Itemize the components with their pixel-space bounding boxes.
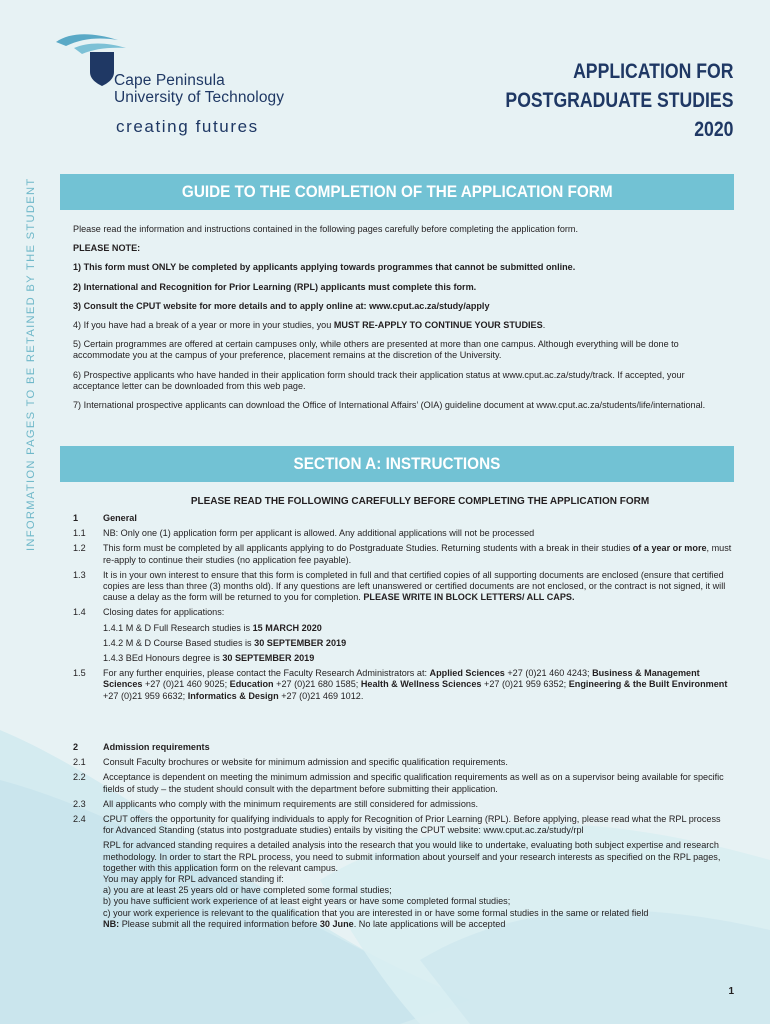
guide-note-5: 5) Certain programmes are offered at certain campuses only, while others are presented at more than one campus. Although everything will be done to accommodate you at the campus of your preference, placement remains at the discretion of the University. — [73, 339, 679, 361]
faculty-name: Engineering & the Built Environment — [568, 679, 728, 690]
item-number: 1.1 — [73, 528, 86, 539]
document-title — [505, 57, 733, 144]
closing-date: 15 MARCH 2020 — [252, 622, 322, 633]
item-title: Admission requirements — [103, 742, 210, 752]
item-2-2 — [73, 772, 733, 794]
item-1-4-2 — [103, 638, 733, 649]
logo-tagline: creating futures — [116, 117, 259, 136]
guide-note-4-text: 4) If you have had a break of a year or more in your studies, you — [73, 320, 334, 331]
closing-date: 30 SEPTEMBER 2019 — [222, 653, 315, 664]
text-run: 1.4.2 M & D Course Based studies is — [103, 637, 255, 648]
item-text — [103, 668, 733, 702]
item-1-4-3 — [103, 653, 733, 664]
section-1-title-row — [73, 513, 733, 524]
title-line-3: 2020 — [693, 118, 733, 141]
item-1-5 — [73, 668, 733, 702]
phone-number: +27 (0)21 460 9025; — [142, 679, 230, 690]
guide-note-4-end: . — [542, 320, 546, 331]
text-run: For any further enquiries, please contact the Faculty Research Administrators at: — [103, 668, 430, 679]
nb-label: NB: — [103, 918, 120, 929]
faculty-name: Health & Wellness Sciences — [360, 679, 482, 690]
title-line-2: POSTGRADUATE STUDIES — [504, 89, 733, 112]
logo-line-1: Cape Peninsula — [114, 72, 225, 89]
item-2-3 — [73, 799, 733, 810]
logo-line-2: University of Technology — [114, 89, 285, 106]
item-number: 1 — [73, 513, 79, 523]
text-run: This form must be completed by all applicants applying to do Postgraduate Studies. Returning students with a break in their studies — [103, 543, 633, 554]
item-number: 2.3 — [73, 798, 86, 809]
text-run: Please submit all the required information before — [119, 918, 320, 929]
guide-section — [73, 224, 733, 419]
guide-note-label: PLEASE NOTE: — [73, 243, 141, 254]
item-text: All applicants who comply with the minimum requirements are still considered for admissions. — [103, 798, 479, 809]
item-1-2 — [73, 543, 733, 565]
item-text — [103, 570, 733, 604]
text-run: . No late applications will be accepted — [353, 918, 506, 929]
item-text — [103, 543, 733, 565]
cput-logo — [52, 28, 322, 138]
item-number: 1.2 — [73, 543, 86, 554]
item-2-1 — [73, 757, 733, 768]
item-number: 2.4 — [73, 814, 86, 825]
phone-number: +27 (0)21 959 6352; — [481, 679, 569, 690]
rpl-nb-note — [103, 919, 733, 930]
phone-number: +27 (0)21 460 4243; — [504, 668, 593, 679]
guide-note-3: 3) Consult the CPUT website for more details and to apply online at: www.cput.ac.za/study/apply — [73, 300, 490, 311]
guide-intro: Please read the information and instructions contained in the following pages carefully before completing the application form. — [73, 224, 579, 234]
item-text: CPUT offers the opportunity for qualifying individuals to apply for Recognition of Prior Learning (RPL). Before applying, please read what the RPL process for Advanced Standing (status into postgraduate studies) entails by visiting the CPUT website: www.cput.ac.za/study/rpl — [103, 814, 721, 836]
faculty-name: Informatics & Design — [187, 690, 279, 701]
phone-number: +27 (0)21 469 1012. — [278, 690, 364, 701]
rpl-may-apply: You may apply for RPL advanced standing if: — [103, 874, 284, 885]
closing-date: 30 SEPTEMBER 2019 — [254, 637, 347, 648]
text-run: 1.4.1 M & D Full Research studies is — [103, 622, 253, 633]
item-text: Closing dates for applications: — [103, 607, 225, 618]
faculty-name: Business & Management Sciences — [103, 668, 700, 690]
item-number: 2.1 — [73, 757, 86, 768]
side-vertical-text: INFORMATION PAGES TO BE RETAINED BY THE STUDENT — [25, 177, 37, 551]
cput-logo-shield-icon — [90, 52, 114, 86]
phone-number: +27 (0)21 680 1585; — [273, 679, 361, 690]
section-1-general — [73, 513, 733, 706]
guide-heading-bar — [60, 174, 734, 210]
deadline-date: 30 June — [319, 918, 354, 929]
item-2-4 — [73, 814, 733, 836]
item-text: Consult Faculty brochures or website for minimum admission and specific qualification requirements. — [103, 757, 508, 768]
item-number: 1.5 — [73, 668, 86, 679]
guide-note-4-emphasis: MUST RE-APPLY TO CONTINUE YOUR STUDIES — [333, 320, 543, 331]
guide-note-2: 2) International and Recognition for Prior Learning (RPL) applicants must complete this form. — [73, 281, 477, 292]
item-text: Acceptance is dependent on meeting the minimum admission and specific qualification requirements as well as on a supervisor being available for specific fields of study – the student should consult with the department before submitting their application. — [103, 772, 724, 794]
section-2-admission — [73, 742, 733, 930]
item-number: 1.4 — [73, 607, 86, 618]
text-run-bold: of a year or more — [632, 543, 707, 554]
rpl-condition-b: b) you have sufficient work experience of at least eight years or have some completed formal studies; — [103, 896, 511, 907]
section-a-subheading: PLEASE READ THE FOLLOWING CAREFULLY BEFORE COMPLETING THE APPLICATION FORM — [190, 496, 650, 507]
item-number: 2.2 — [73, 772, 86, 783]
guide-note-6: 6) Prospective applicants who have handed in their application form should track their application status at www.cput.ac.za/study/track. If accepted, your acceptance letter can be downloaded from this web page. — [73, 369, 685, 391]
page-number: 1 — [728, 986, 734, 997]
item-number: 1.3 — [73, 569, 86, 580]
item-1-4 — [73, 607, 733, 618]
guide-note-4 — [73, 320, 733, 331]
text-run: 1.4.3 BEd Honours degree is — [103, 653, 223, 664]
text-run-bold: PLEASE WRITE IN BLOCK LETTERS/ ALL CAPS. — [363, 592, 575, 603]
section-a-heading-bar — [60, 446, 734, 482]
guide-note-1: 1) This form must ONLY be completed by applicants applying towards programmes that cannot be submitted online. — [73, 262, 576, 273]
text-run: It is in your own interest to ensure that this form is completed in full and that certified copies of all supporting documents are enclosed (ensure that certified copies are less than three (3) months old). If any questions are left unanswered or certified documents are not enclosed, or the contract is not signed, it will cause a delay as the form will be returned to you for completion. — [103, 569, 726, 603]
item-1-3 — [73, 570, 733, 604]
item-text: NB: Only one (1) application form per applicant is allowed. Any additional applications will not be processed — [103, 528, 535, 539]
item-1-1 — [73, 528, 733, 539]
item-1-4-1 — [103, 623, 733, 634]
text-run: , must re-apply to continue their studies (no application fee payable). — [103, 543, 732, 565]
phone-number: +27 (0)21 959 6632; — [103, 690, 188, 701]
faculty-name: Education — [229, 679, 274, 690]
rpl-paragraph: RPL for advanced standing requires a detailed analysis into the research that you would like to undertake, evaluating both subject expertise and research methodology. In order to start the RPL process, you need to submit information about yourself and your research interests as specified on the RPL pages, together with this application form on the relevant campus. — [103, 840, 721, 873]
faculty-name: Applied Sciences — [429, 668, 505, 679]
guide-heading: GUIDE TO THE COMPLETION OF THE APPLICATION FORM — [181, 182, 613, 201]
section-2-title-row — [73, 742, 733, 753]
item-title: General — [103, 513, 137, 523]
rpl-condition-a: a) you are at least 25 years old or have completed some formal studies; — [103, 885, 392, 896]
item-number: 2 — [73, 742, 79, 752]
rpl-condition-c: c) your work experience is relevant to the qualification that you are interested in or have some formal studies in the same or related field — [103, 907, 649, 918]
section-a-heading: SECTION A: INSTRUCTIONS — [293, 454, 501, 473]
title-line-1: APPLICATION FOR — [572, 60, 733, 83]
guide-note-7: 7) International prospective applicants can download the Office of International Affairs’ (OIA) guideline document at www.cput.ac.za/students/life/international. — [73, 400, 706, 411]
